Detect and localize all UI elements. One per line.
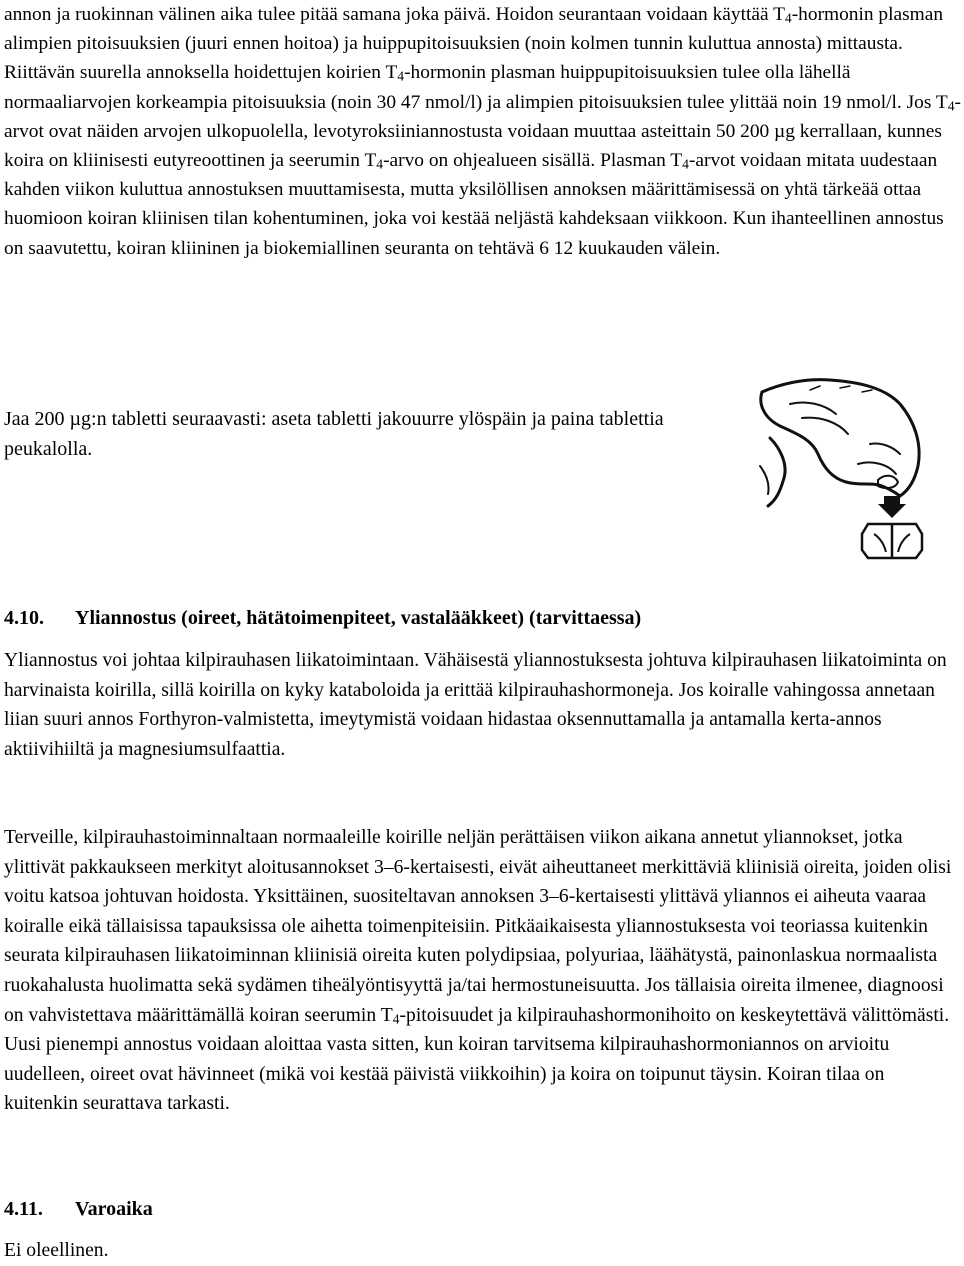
subscript: 4 (947, 98, 955, 114)
thumb-pressing-tablet-illustration (750, 374, 950, 566)
dosing-monitoring-paragraph: annon ja ruokinnan välinen aika tulee pitää samana joka päivä. Hoidon seurantaan voidaan käyttää T4-hormonin plasman alimpien pitoisuuksien (juuri ennen hoitoa) ja huippupitoisuuksien (noin kolmen tunnin kuluttua annosta) mittausta. Riittävän suurella annoksella hoidettujen koirien T4-hormonin plasman huippupitoisuuksien tulee olla lähellä normaaliarvojen korkeampia pitoisuuksia (noin 30 47 nmol/l) ja alimpien pitoisuuksien tulee ylittää noin 19 nmol/l. Jos T4-arvot ovat näiden arvojen ulkopuolella, levotyroksiiniannostusta voidaan muuttaa asteittain 50 200 µg kerrallaan, kunnes koira on kliinisesti eutyreoottinen ja seerumin T4-arvo on ohjealueen sisällä. Plasman T4-arvot voidaan mitata uudestaan kahden viikon kuluttua annostuksen muuttamisesta, mutta yksilöllisen annoksen määrittämisessä on yhtä tärkeää ottaa huomioon koiran kliinisen tilan kohentuminen, joka voi kestää neljästä kahdeksaan viikkoon. Kun ihanteellinen annostus on saavutettu, koiran kliininen ja biokemiallinen seuranta on tehtävä 6 12 kuukauden välein. (4, 4, 961, 259)
withdrawal-text: Ei oleellinen. (4, 1240, 109, 1261)
subscript: 4 (682, 156, 689, 172)
section-title: Varoaika (75, 1198, 153, 1220)
thumb-tablet-icon (750, 374, 950, 566)
tablet-splitting-instruction: Jaa 200 µg:n tabletti seuraavasti: aseta tabletti jakouurre ylöspäin ja paina tablettia peukalolla. (4, 408, 664, 460)
overdose-paragraph-1: Yliannostus voi johtaa kilpirauhasen liikatoimintaan. Vähäisestä yliannostuksesta johtuva kilpirauhasen liikatoiminta on harvinaista koirilla, sillä koirilla on kyky kataboloida ja erittää kilpirauhashormoneja. Jos koiralle vahingossa annetaan liian suuri annos Forthyron-valmistetta, imeytymistä voidaan hidastaa oksennuttamalla ja antamalla kerta-annos aktiivihiiltä ja magnesiumsulfaattia. (4, 650, 947, 760)
subscript: 4 (392, 1011, 400, 1027)
section-heading-withdrawal (4, 1195, 153, 1224)
section-title: Yliannostus (oireet, hätätoimenpiteet, vastalääkkeet) (tarvittaessa) (75, 607, 642, 629)
subscript: 4 (784, 10, 792, 26)
section-number: 4.10. (4, 607, 44, 629)
section-heading-overdose (4, 604, 641, 633)
section-number: 4.11. (4, 1198, 43, 1220)
overdose-paragraph-2: Terveille, kilpirauhastoiminnaltaan normaaleille koirille neljän perättäisen viikon aikana annetut yliannokset, jotka ylittivät pakkaukseen merkityt aloitusannokset 3–6-kertaisesti, eivät aiheuttaneet merkittäviä kliinisiä oireita, joiden olisi voitu katsoa johtuvan hoidosta. Yksittäinen, suositeltavan annoksen 3–6-kertaisesti ylittävä yliannos ei aiheuta vaaraa koiralle eikä tällaisissa tapauksissa ole aihetta toimenpiteisiin. Pitkäaikaisesta yliannostuksesta voi teoriassa kuitenkin seurata kilpirauhasen liikatoiminnan kliinisiä oireita kuten polydipsiaa, polyuriaa, läähätystä, painonlaskua normaalista ruokahalusta huolimatta sekä sydämen tiheälyöntisyyttä ja/tai hermostuneisuutta. Jos tällaisia oireita ilmenee, diagnoosi on vahvistettava määrittämällä koiran seerumin T4-pitoisuudet ja kilpirauhashormonihoito on keskeytettävä välittömästi. Uusi pienempi annostus voidaan aloittaa vasta sitten, kun koiran tarvitsema kilpirauhashormoniannos on arvioitu uudelleen, oireet ovat hävinneet (mikä voi kestää päivistä viikkoihin) ja koira on toipunut täysin. Koiran tilaa on kuitenkin seurattava tarkasti. (4, 827, 952, 1115)
subscript: 4 (397, 68, 405, 84)
subscript: 4 (376, 156, 384, 172)
